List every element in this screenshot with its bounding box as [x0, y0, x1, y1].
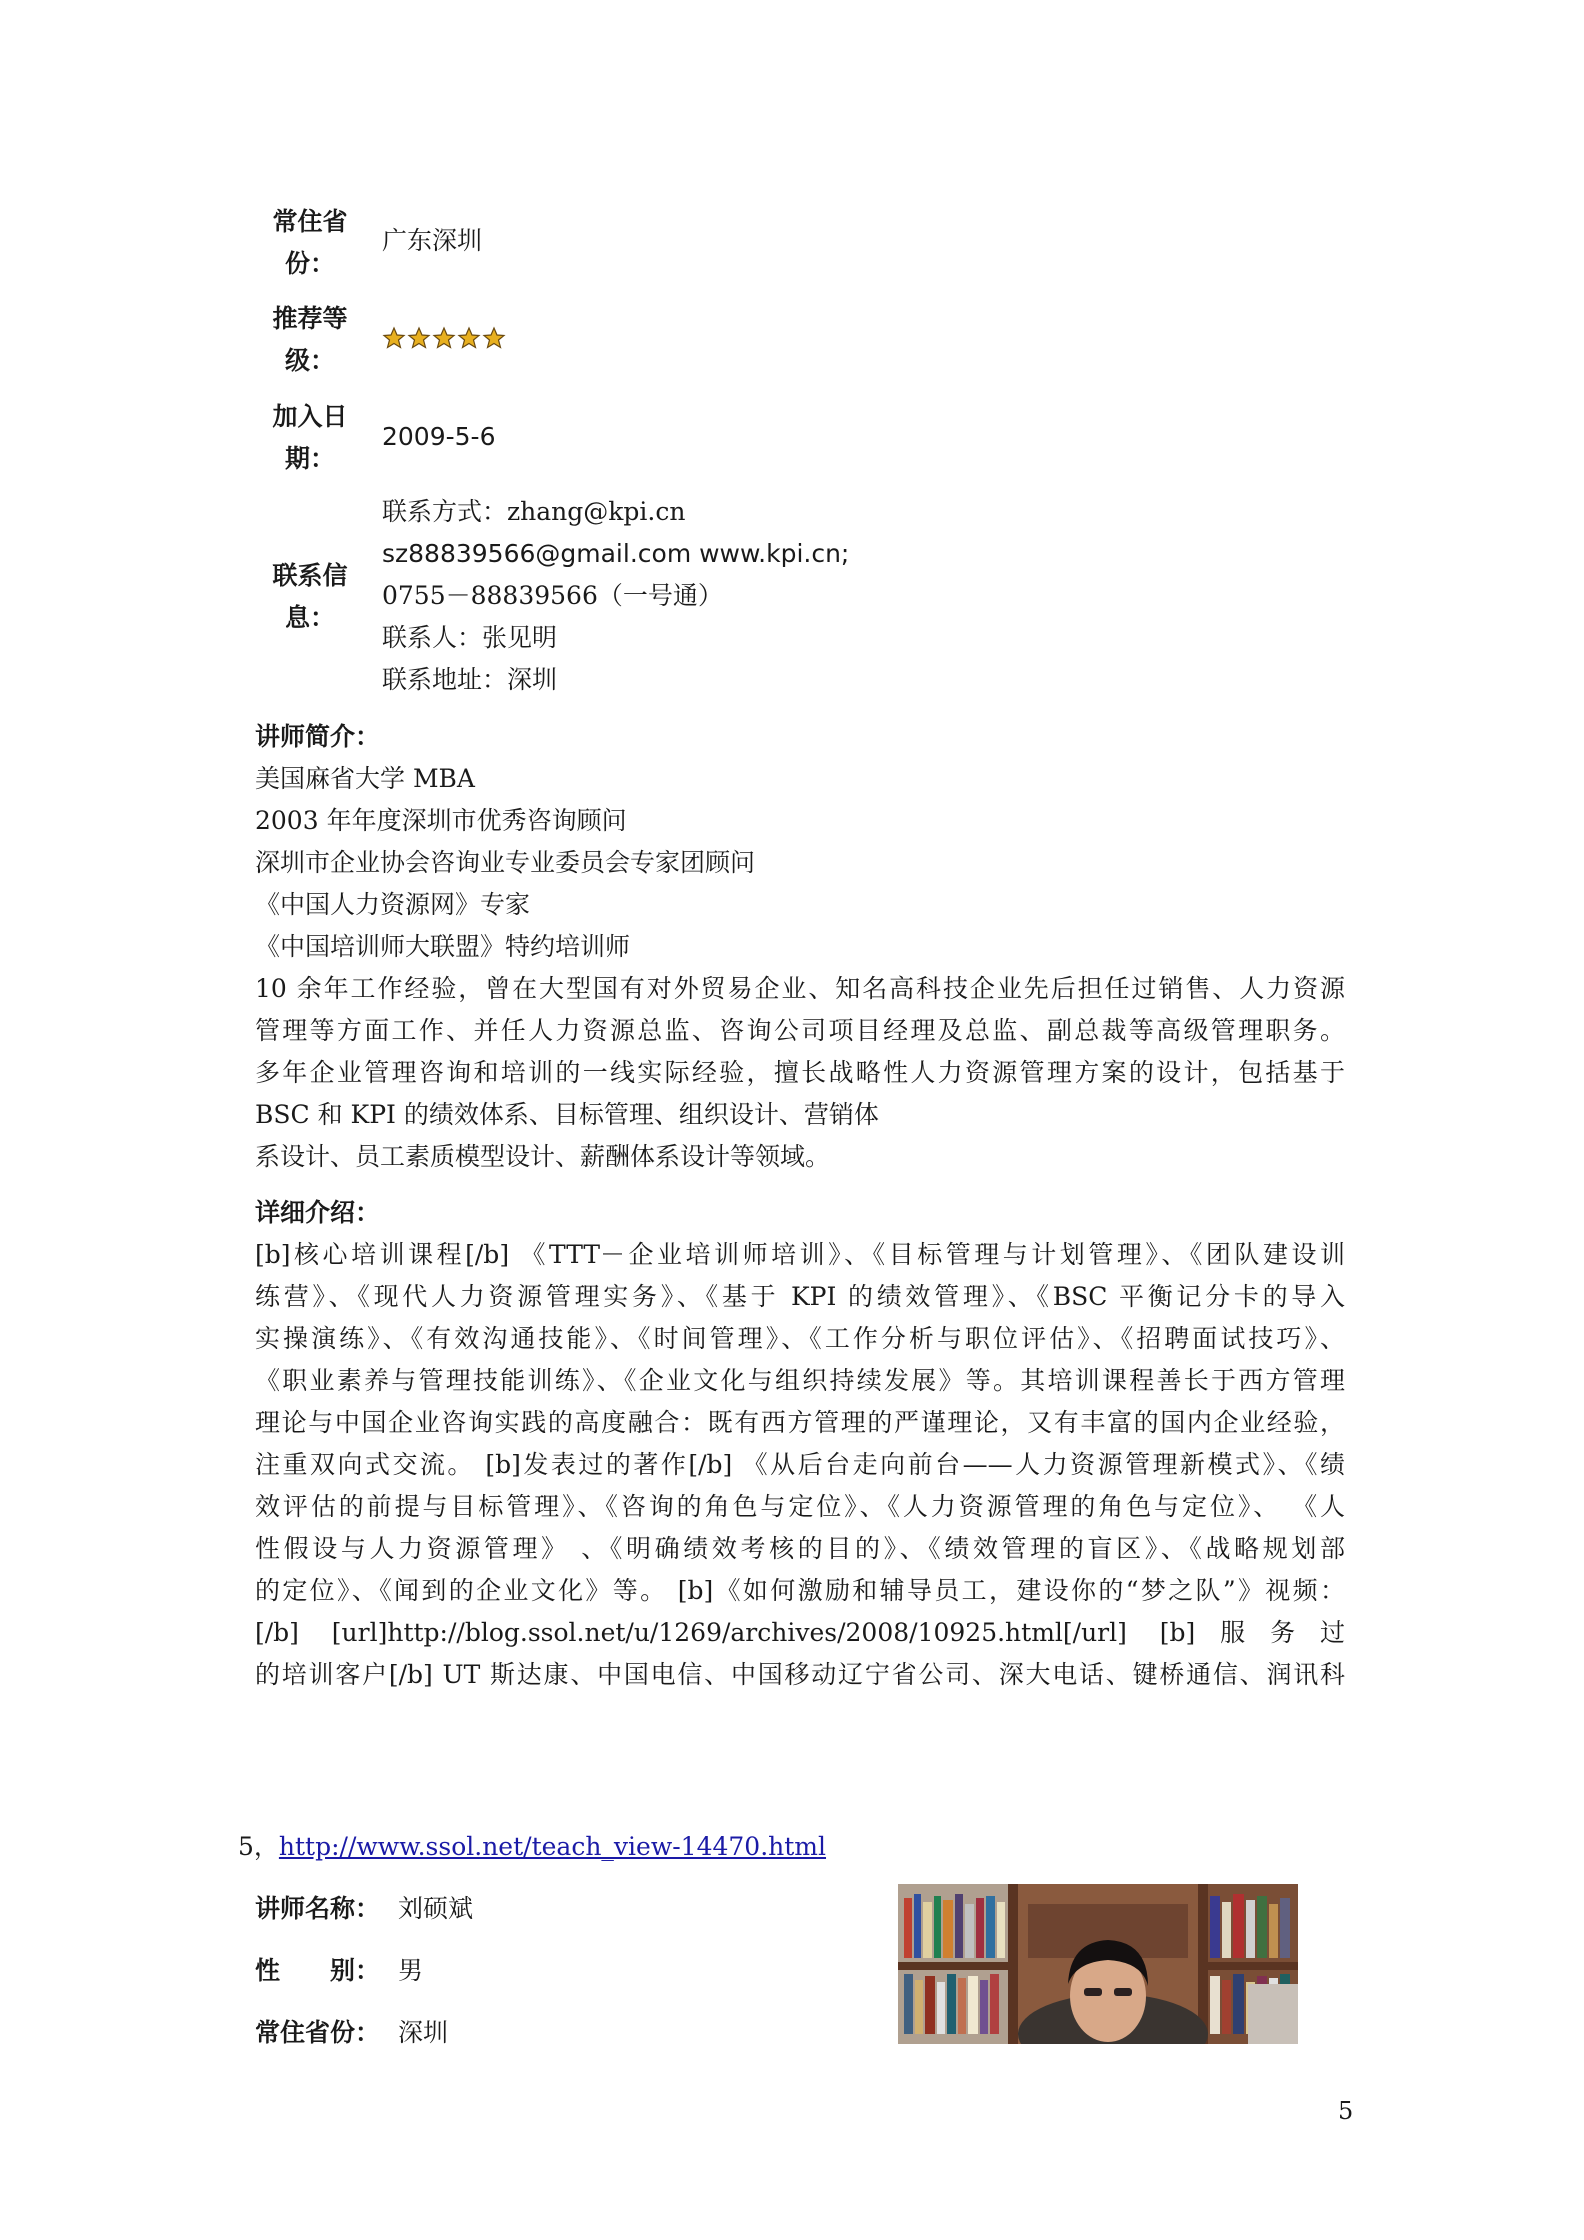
intro-para-line: 10 余年工作经验，曾在大型国有对外贸易企业、知名高科技企业先后担任过销售、人力资源 [255, 974, 1345, 1003]
intro-line: 美国麻省大学 MBA [255, 764, 475, 793]
detail-line: 理论与中国企业咨询实践的高度融合：既有西方管理的严谨理论，又有丰富的国内企业经验， [255, 1408, 1345, 1437]
province-label: 常住省 [272, 207, 348, 236]
intro-heading: 讲师简介： [255, 722, 381, 751]
star-icon [457, 326, 481, 350]
detail-line: 练营》、《现代人力资源管理实务》、《基于 KPI 的绩效管理》、《BSC 平衡记分卡的导入 [255, 1282, 1345, 1311]
detail-line: [/b] [url]http://blog.ssol.net/u/1269/archives/2008/10925.html[/url] [b]服务过 [255, 1618, 1345, 1647]
detail-line: 《职业素养与管理技能训练》、《企业文化与组织持续发展》等。其培训课程善长于西方管理 [255, 1366, 1345, 1395]
join-date-label-cont: 期： [284, 444, 335, 473]
teacher-5-link[interactable]: http://www.ssol.net/teach_view-14470.html [278, 1832, 827, 1861]
detail-line: 性假设与人力资源管理》 、《明确绩效考核的目的》、《绩效管理的盲区》、《战略规划部 [255, 1534, 1345, 1563]
join-date-label: 加入日 [272, 402, 348, 431]
detail-line: 的培训客户[/b] UT 斯达康、中国电信、中国移动辽宁省公司、深大电话、键桥通信、润讯科 [255, 1660, 1345, 1689]
teacher-gender-label: 性 别： [255, 1956, 381, 1985]
star-icon [482, 326, 506, 350]
intro-para-line: 系设计、员工素质模型设计、薪酬体系设计等领域。 [255, 1142, 831, 1171]
teacher-gender-value: 男 [398, 1956, 424, 1985]
detail-line: [b]核心培训课程[/b] 《TTT－企业培训师培训》、《目标管理与计划管理》、《团队建设训 [255, 1240, 1345, 1269]
page-number: 5 [1338, 2097, 1354, 2125]
teacher-photo [898, 1884, 1298, 2044]
detail-line: 的定位》、《闻到的企业文化》等。 [b]《如何激励和辅导员工，建设你的“梦之队”》视频： [255, 1576, 1345, 1605]
teacher-name-label: 讲师名称： [255, 1894, 381, 1923]
rating-label-cont: 级： [284, 346, 335, 375]
province-value: 广东深圳 [382, 226, 483, 255]
contact-address: 联系地址：深圳 [382, 665, 558, 694]
join-date-value: 2009-5-6 [382, 422, 496, 451]
intro-para-line: 管理等方面工作、并任人力资源总监、咨询公司项目经理及总监、副总裁等高级管理职务。 [255, 1016, 1345, 1045]
contact-person: 联系人：张见明 [382, 623, 558, 652]
intro-line: 2003 年年度深圳市优秀咨询顾问 [255, 806, 627, 835]
teacher-5-heading [238, 1826, 826, 1868]
detail-line: 效评估的前提与目标管理》、《咨询的角色与定位》、《人力资源管理的角色与定位》、 《人 [255, 1492, 1345, 1521]
teacher-province-value: 深圳 [398, 2018, 449, 2047]
contact-phone: 0755－88839566（一号通） [382, 581, 723, 610]
intro-line: 《中国人力资源网》专家 [255, 890, 531, 919]
list-number: 5， [238, 1832, 279, 1861]
intro-line: 《中国培训师大联盟》特约培训师 [255, 932, 631, 961]
rating-stars [382, 326, 506, 350]
rating-label: 推荐等 [272, 304, 348, 333]
contact-method: 联系方式：zhang@kpi.cn [382, 497, 686, 526]
detail-line: 实操演练》、《有效沟通技能》、《时间管理》、《工作分析与职位评估》、《招聘面试技巧》、 [255, 1324, 1345, 1353]
intro-para-line: BSC 和 KPI 的绩效体系、目标管理、组织设计、营销体 [255, 1100, 879, 1129]
star-icon [432, 326, 456, 350]
star-icon [407, 326, 431, 350]
province-label-cont: 份： [284, 249, 335, 278]
intro-para-line: 多年企业管理咨询和培训的一线实际经验，擅长战略性人力资源管理方案的设计，包括基于 [255, 1058, 1345, 1087]
teacher-province-label: 常住省份： [255, 2018, 381, 2047]
intro-line: 深圳市企业协会咨询业专业委员会专家团顾问 [255, 848, 756, 877]
contact-label-cont: 息： [284, 603, 335, 632]
teacher-name-value: 刘硕斌 [398, 1894, 474, 1923]
detail-line: 注重双向式交流。 [b]发表过的著作[/b] 《从后台走向前台——人力资源管理新模式》、《绩 [255, 1450, 1345, 1479]
contact-label: 联系信 [272, 561, 348, 590]
contact-email: sz88839566@gmail.com www.kpi.cn; [382, 539, 850, 568]
detail-heading: 详细介绍： [255, 1198, 381, 1227]
star-icon [382, 326, 406, 350]
